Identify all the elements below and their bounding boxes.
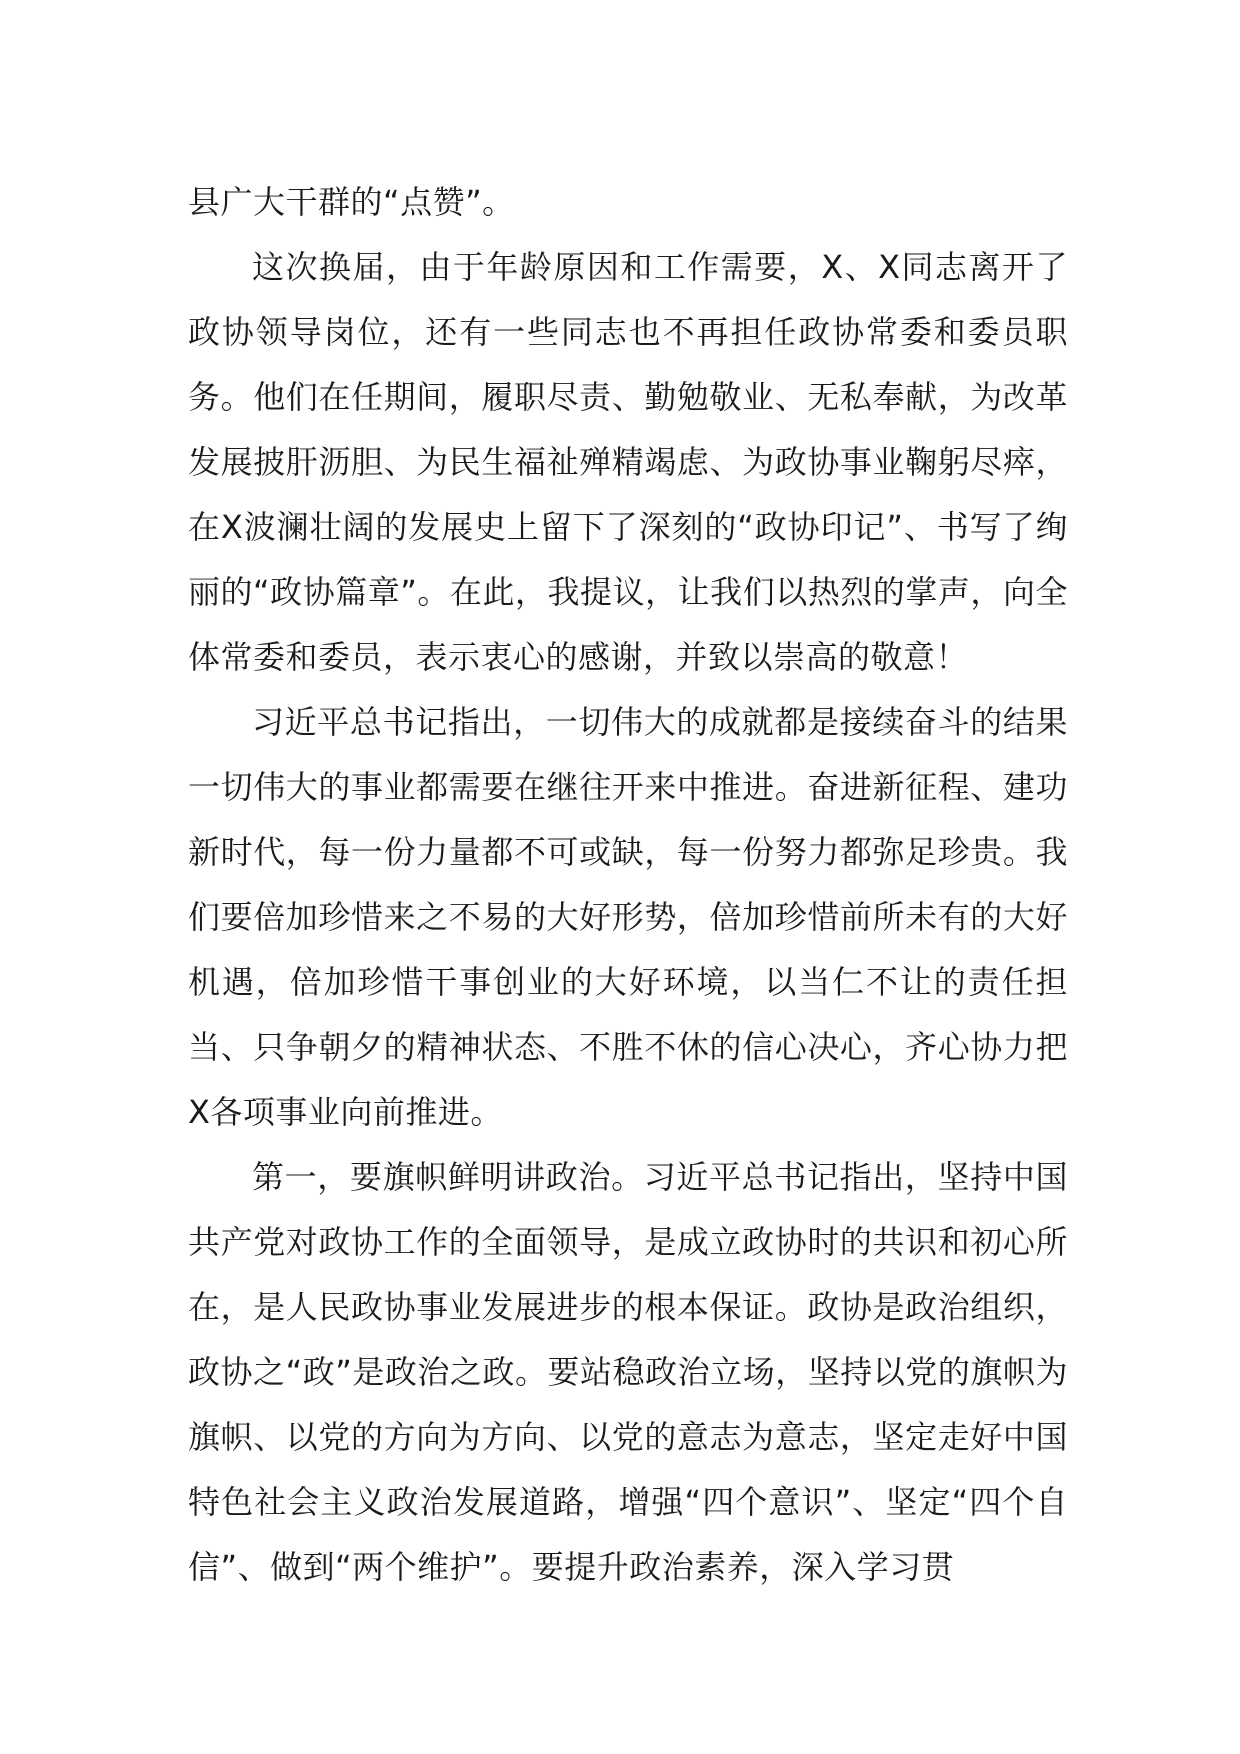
paragraph-farewell-thanks: 这次换届，由于年龄原因和工作需要，X、X同志离开了政协领导岗位，还有一些同志也不再担任政协常委和委员职务。他们在任期间，履职尽责、勤勉敬业、无私奉献，为改革发展披肝沥胆、为民生福祉殚精竭虑、为政协事业鞠躬尽瘁，在X波澜壮阔的发展史上留下了深刻的“政协印记”、书写了绚丽的“政协篇章”。在此，我提议，让我们以热烈的掌声，向全体常委和委员，表示衷心的感谢，并致以崇高的敬意！: [188, 248, 1068, 676]
body-text: [188, 170, 1068, 1600]
paragraph-first-point-politics: 第一，要旗帜鲜明讲政治。习近平总书记指出，坚持中国共产党对政协工作的全面领导，是成立政协时的共识和初心所在，是人民政协事业发展进步的根本保证。政协是政治组织，政协之“政”是政治之政。要站稳政治立场，坚持以党的旗帜为旗帜、以党的方向为方向、以党的意志为意志，坚定走好中国特色社会主义政治发展道路，增强“四个意识”、坚定“四个自信”、做到“两个维护”。要提升政治素养，深入学习贯: [188, 1158, 1068, 1586]
paragraph-continuation: 县广大干群的“点赞”。: [188, 183, 515, 221]
paragraph-call-to-action: 习近平总书记指出，一切伟大的成就都是接续奋斗的结果一切伟大的事业都需要在继往开来中推进。奋进新征程、建功新时代，每一份力量都不可或缺，每一份努力都弥足珍贵。我们要倍加珍惜来之不易的大好形势，倍加珍惜前所未有的大好机遇，倍加珍惜干事创业的大好环境，以当仁不让的责任担当、只争朝夕的精神状态、不胜不休的信心决心，齐心协力把X各项事业向前推进。: [188, 703, 1068, 1131]
